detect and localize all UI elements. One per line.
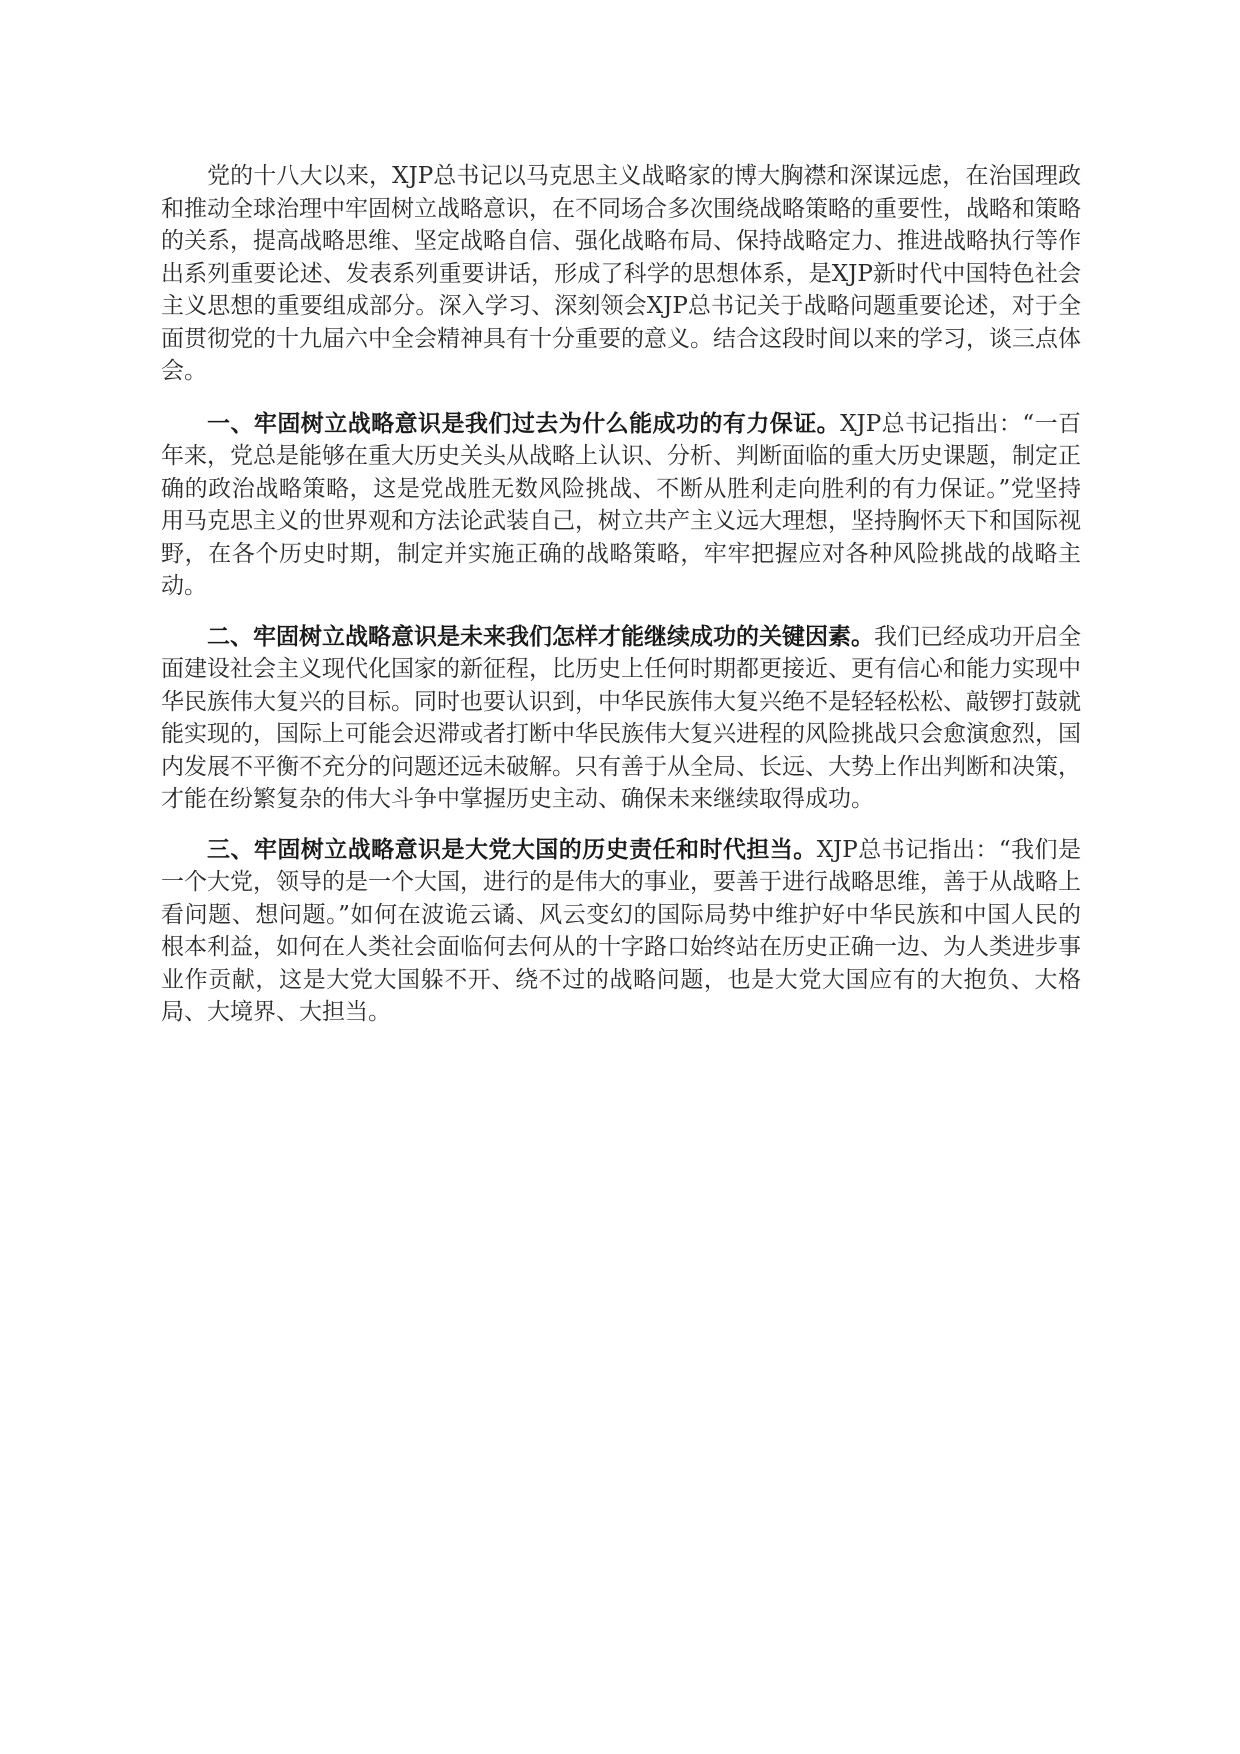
paragraph-point-three-heading: 三、牢固树立战略意识是大党大国的历史责任和时代担当。 (207, 835, 817, 863)
paragraph-point-two-text: 我们已经成功开启全面建设社会主义现代化国家的新征程，比历史上任何时期都更接近、更有信心和能力实现中华民族伟大复兴的目标。同时也要认识到，中华民族伟大复兴绝不是轻轻松松、敲锣打鼓就能实现的，国际上可能会迟滞或者打断中华民族伟大复兴进程的风险挑战只会愈演愈烈，国内发展不平衡不充分的问题还远未破解。只有善于从全局、长远、大势上作出判断和决策，才能在纷繁复杂的伟大斗争中掌握历史主动、确保未来继续取得成功。 (161, 623, 1081, 812)
document-body (161, 160, 1081, 1047)
paragraph-point-two (161, 621, 1081, 816)
paragraph-intro-text: 党的十八大以来，XJP总书记以马克思主义战略家的博大胸襟和深谋远虑，在治国理政和推动全球治理中牢固树立战略意识，在不同场合多次围绕战略策略的重要性，战略和策略的关系，提高战略思维、坚定战略自信、强化战略布局、保持战略定力、推进战略执行等作出系列重要论述、发表系列重要讲话，形成了科学的思想体系，是XJP新时代中国特色社会主义思想的重要组成部分。深入学习、深刻领会XJP总书记关于战略问题重要论述，对于全面贯彻党的十九届六中全会精神具有十分重要的意义。结合这段时间以来的学习，谈三点体会。 (161, 163, 1081, 384)
paragraph-point-three-text: XJP总书记指出：“我们是一个大党，领导的是一个大国，进行的是伟大的事业，要善于进行战略思维，善于从战略上看问题、想问题。”如何在波诡云谲、风云变幻的国际局势中维护好中华民族和中国人民的根本利益，如何在人类社会面临何去何从的十字路口始终站在历史正确一边、为人类进步事业作贡献，这是大党大国躲不开、绕不过的战略问题，也是大党大国应有的大抱负、大格局、大境界、大担当。 (161, 836, 1082, 1025)
paragraph-point-two-heading: 二、牢固树立战略意识是未来我们怎样才能继续成功的关键因素。 (207, 622, 874, 650)
paragraph-point-one-heading: 一、牢固树立战略意识是我们过去为什么能成功的有力保证。 (207, 409, 841, 437)
paragraph-intro (161, 160, 1081, 388)
paragraph-point-one (161, 408, 1081, 603)
paragraph-point-one-text: XJP总书记指出：“一百年来，党总是能够在重大历史关头从战略上认识、分析、判断面临的重大历史课题，制定正确的政治战略策略，这是党战胜无数风险挑战、不断从胜利走向胜利的有力保证。”党坚持用马克思主义的世界观和方法论武装自己，树立共产主义远大理想，坚持胸怀天下和国际视野，在各个历史时期，制定并实施正确的战略策略，牢牢把握应对各种风险挑战的战略主动。 (161, 410, 1082, 599)
paragraph-point-three (161, 834, 1081, 1029)
